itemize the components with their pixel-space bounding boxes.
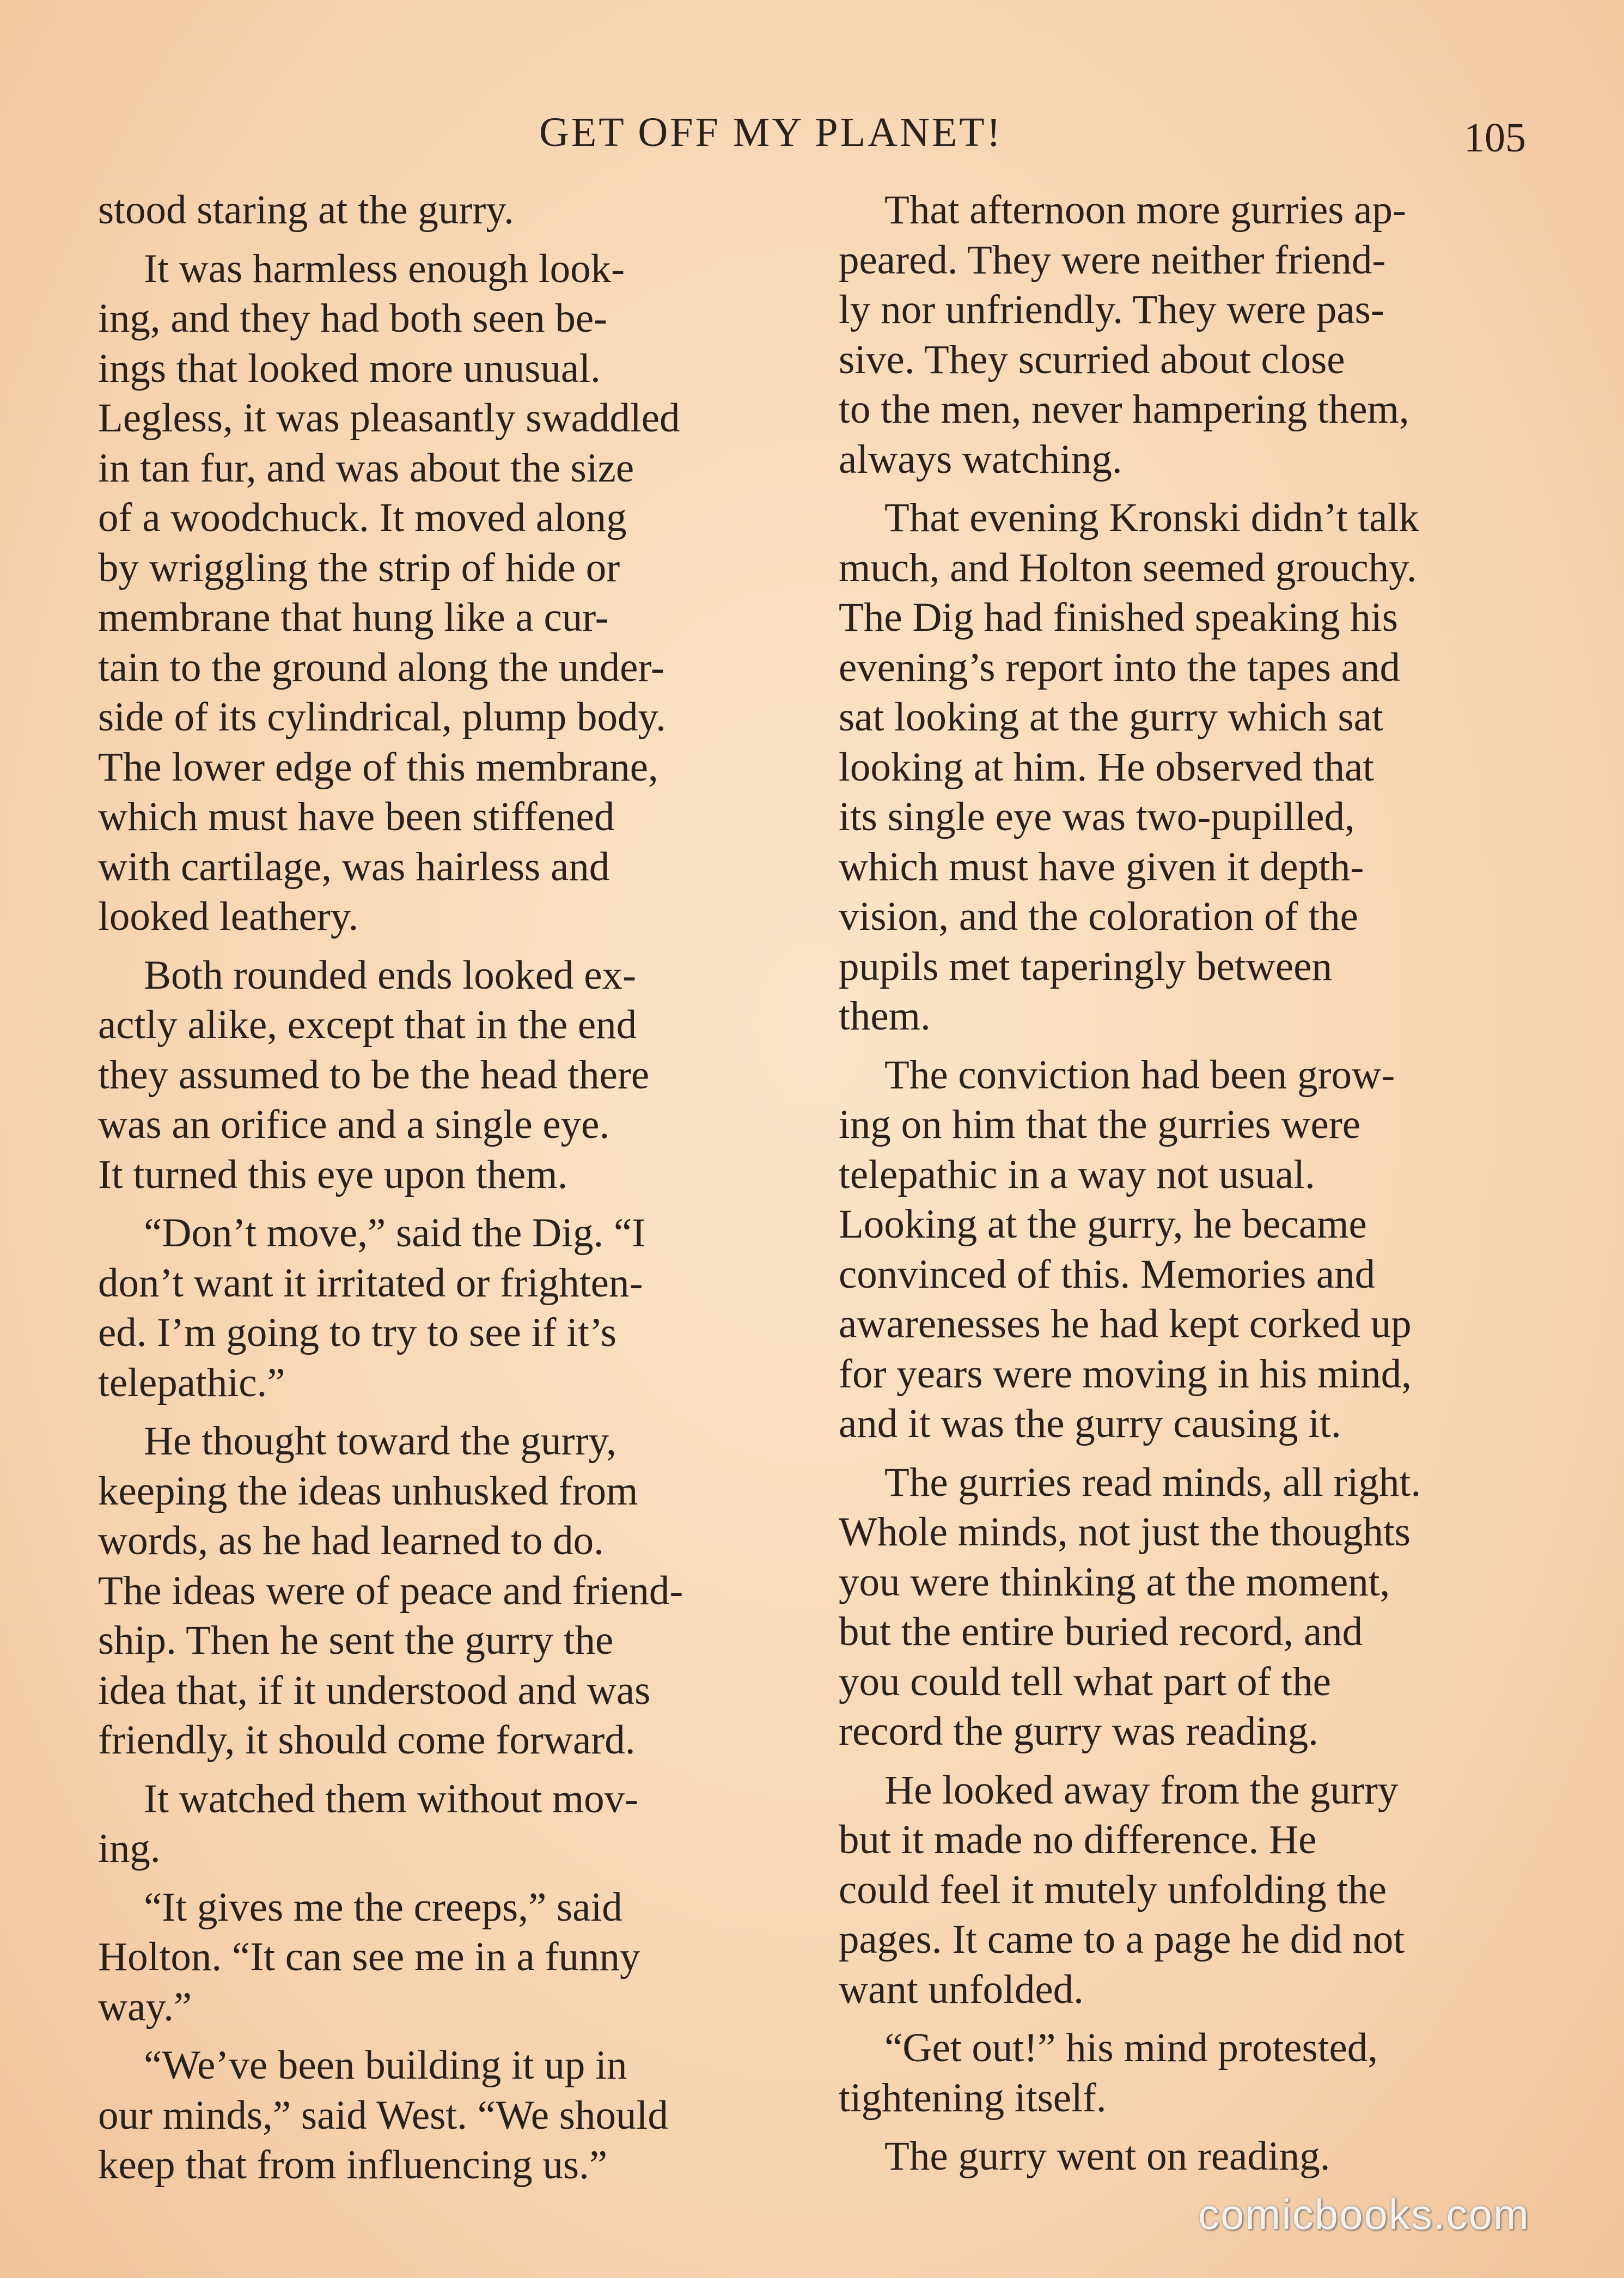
page-header — [0, 109, 1624, 163]
paragraph: It watched them without mov- ing. — [98, 1776, 639, 1871]
paragraph: He looked away from the gurry but it made no difference. He could feel it mutely unfolding the pages. It came to a page he did not want unfolded. — [839, 1767, 1405, 2012]
paragraph: stood staring at the gurry. — [98, 187, 514, 233]
left-column — [98, 185, 785, 2199]
page-number: 105 — [1464, 115, 1526, 161]
paragraph: The gurry went on reading. — [884, 2134, 1330, 2179]
watermark-logo: comicbooks.com — [1198, 2190, 1530, 2238]
paragraph: He thought toward the gurry, keeping the ideas unhusked from words, as he had learned to do. The ideas were of peace and friend- ship. Then he sent the gurry the idea that, if it understood and was friendly, it should come forward. — [98, 1418, 683, 1763]
running-title: GET OFF MY PLANET! — [539, 109, 1003, 155]
paragraph: “It gives me the creeps,” said Holton. “It can see me in a funny way.” — [98, 1884, 640, 2030]
paragraph: Both rounded ends looked ex- actly alike, except that in the end they assumed to be the head there was an orifice and a single eye. It turned this eye upon them. — [98, 952, 650, 1197]
paragraph: “We’ve been building it up in our minds,” said West. “We should keep that from influencing us.” — [98, 2043, 668, 2188]
paragraph: That evening Kronski didn’t talk much, and Holton seemed grouchy. The Dig had finished speaking his evening’s report into the tapes and sat looking at the gurry which sat looking at him. He observed that its single eye was two-pupilled, which must have given it depth- vision, and the coloration of the pupils met taperingly between them. — [839, 495, 1419, 1039]
paragraph: “Don’t move,” said the Dig. “I don’t want it irritated or frighten- ed. I’m going to try to see if it’s telepathic.” — [98, 1210, 646, 1405]
paragraph: “Get out!” his mind protested, tightening itself. — [839, 2025, 1378, 2121]
right-column — [839, 185, 1529, 2190]
paragraph: It was harmless enough look- ing, and they had both seen be- ings that looked more unusual. Legless, it was pleasantly swaddled in tan fur, and was about the size of a woodchuck. It moved along by wriggling the strip of hide or membrane that hung like a cur- tain to the ground along the under- side of its cylindrical, plump body. The lower edge of this membrane, which must have been stiffened with cartilage, was hairless and looked leathery. — [98, 246, 680, 939]
paragraph: The conviction had been grow- ing on him that the gurries were telepathic in a way not usual. Looking at the gurry, he became convinced of this. Memories and awarenesses he had kept corked up for years were moving in his mind, and it was the gurry causing it. — [839, 1052, 1412, 1446]
paragraph: That afternoon more gurries ap- peared. They were neither friend- ly nor unfriendly. They were pas- sive. They scurried about close to the men, never hampering them, always watching. — [839, 187, 1409, 482]
paragraph: The gurries read minds, all right. Whole minds, not just the thoughts you were thinking at the moment, but the entire buried record, and you could tell what part of the record the gurry was reading. — [839, 1459, 1421, 1754]
